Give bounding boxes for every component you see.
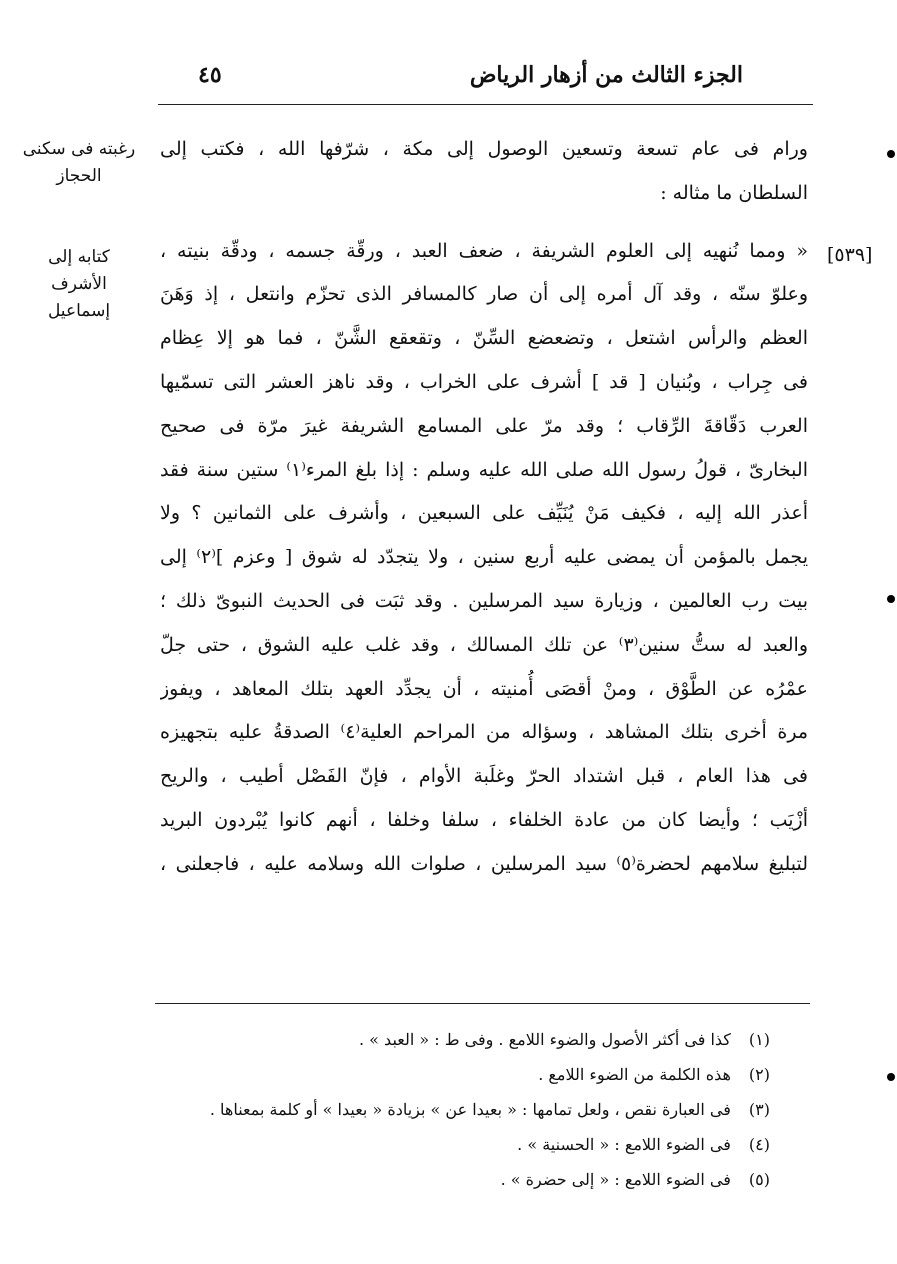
margin-note-1: [8, 136, 150, 190]
paragraph-gap: [160, 216, 808, 230]
footnotes: [160, 1022, 770, 1197]
footnote-text: فى الضوء اللامع : « إلى حضرة » .: [500, 1170, 731, 1189]
footnote: [160, 1127, 770, 1162]
footnote-text: كذا فى أكثر الأصول والضوء اللامع . وفى ط : « العبد » .: [359, 1030, 731, 1049]
margin-note-line: كتابه إلى: [48, 247, 110, 267]
text-line: مرة أخرى بتلك المشاهد ، وسؤاله من المراحم العلية⁽٤⁾ الصدقةُ عليه بتجهيزه: [160, 721, 808, 744]
text-line: بيت رب العالمين ، وزيارة سيد المرسلين . وقد ثبَت فى الحديث النبوىّ ذلك ؛: [160, 589, 808, 612]
text-line: والعبد له ستُّ سنين⁽٣⁾ عن تلك المسالك ، وقد غلب عليه الشوق ، حتى جلّ: [160, 633, 808, 656]
text-line: فى جِراب ، وبُنيان [ قد ] أشرف على الخراب ، وقد ناهز العشر التى تسمّيها: [160, 370, 808, 393]
footnote: [160, 1092, 770, 1127]
text-line: أعذر الله إليه ، فكيف مَنْ يُنَيِّف على السبعين ، وأشرف على الثمانين ؟ ولا: [160, 502, 808, 525]
text-line: العرب دَقّاقةَ الرِّقاب ؛ وقد مرّ على المسامع الشريفة غيرَ مرّة فى صحيح: [160, 414, 808, 437]
footnote-rule: [155, 1003, 810, 1004]
footnote: [160, 1022, 770, 1057]
footnote-number: (٥): [748, 1170, 770, 1189]
footnote-text: هذه الكلمة من الضوء اللامع .: [538, 1065, 731, 1084]
footnote-text: فى الضوء اللامع : « الحسنية » .: [517, 1135, 731, 1154]
page-number: ٤٥: [198, 62, 222, 88]
text-line: السلطان ما مثاله :: [660, 181, 808, 204]
reference-number: [٥٣٩]: [827, 244, 873, 266]
margin-note-line: رغبته فى سكنى: [22, 139, 136, 159]
body-text: [160, 128, 808, 887]
text-line: وعلوّ سنّه ، وقد آل أمره إلى أن صار كالمسافر الذى تحزّم وانتعل ، إذ وَهَنَ: [160, 283, 808, 306]
text-line: يجمل بالمؤمن أن يمضى عليه أربع سنين ، ولا يتجدّد له شوق [ وعزم ]⁽٢⁾ إلى: [160, 546, 808, 569]
text-line: لتبليغ سلامهم لحضرة⁽٥⁾ سيد المرسلين ، صلوات الله وسلامه عليه ، فاجعلنى ،: [160, 852, 808, 875]
text-line: « ومما نُنهيه إلى العلوم الشريفة ، ضعف العبد ، ورقّة جسمه ، ودقّة بنيته ،: [160, 239, 808, 262]
footnote: [160, 1162, 770, 1197]
scan-speck: [887, 595, 895, 603]
footnote-text: فى العبارة نقص ، ولعل تمامها : « بعيدا عن » بزيادة « بعيدا » أو كلمة بمعناها .: [209, 1100, 731, 1119]
header-rule: [158, 104, 813, 105]
footnote: [160, 1057, 770, 1092]
margin-note-line: إسماعيل: [47, 301, 111, 321]
footnote-number: (٤): [748, 1135, 770, 1154]
text-line: أزْيَب ؛ وأيضا كان من عادة الخلفاء ، سلفا وخلفا ، أنهم كانوا يُبْردون البريد: [160, 808, 808, 831]
text-line: فى هذا العام ، قبل اشتداد الحرّ وغلَبة الأوام ، فإنّ الفَصْل أطيب ، والريح: [160, 765, 808, 788]
footnote-number: (١): [748, 1030, 770, 1049]
margin-note-2: [8, 244, 150, 325]
margin-note-line: الأشرف: [51, 274, 107, 294]
footnote-number: (٢): [748, 1065, 770, 1084]
text-line: العظم والرأس اشتعل ، وتضعضع السِّنّ ، وتقعقع الشَّنّ ، فما هو إلا عِظام: [160, 327, 808, 350]
footnote-number: (٣): [748, 1100, 770, 1119]
running-header: [158, 58, 813, 100]
scan-speck: [887, 1073, 895, 1081]
text-line: عمْرُه عن الطَّوْق ، ومنْ أقصَى أُمنيته ، أن يجدِّد العهد بتلك المعاهد ، ويفوز: [160, 677, 808, 700]
scan-speck: [887, 150, 895, 158]
margin-note-line: الحجاز: [56, 166, 102, 186]
text-line: البخارىّ ، قولُ رسول الله صلى الله عليه وسلم : إذا بلغ المرء⁽١⁾ ستين سنة فقد: [160, 458, 808, 481]
text-line: ورام فى عام تسعة وتسعين الوصول إلى مكة ، شرّفها الله ، فكتب إلى: [160, 138, 808, 160]
running-title: الجزء الثالث من أزهار الرياض: [469, 62, 743, 88]
